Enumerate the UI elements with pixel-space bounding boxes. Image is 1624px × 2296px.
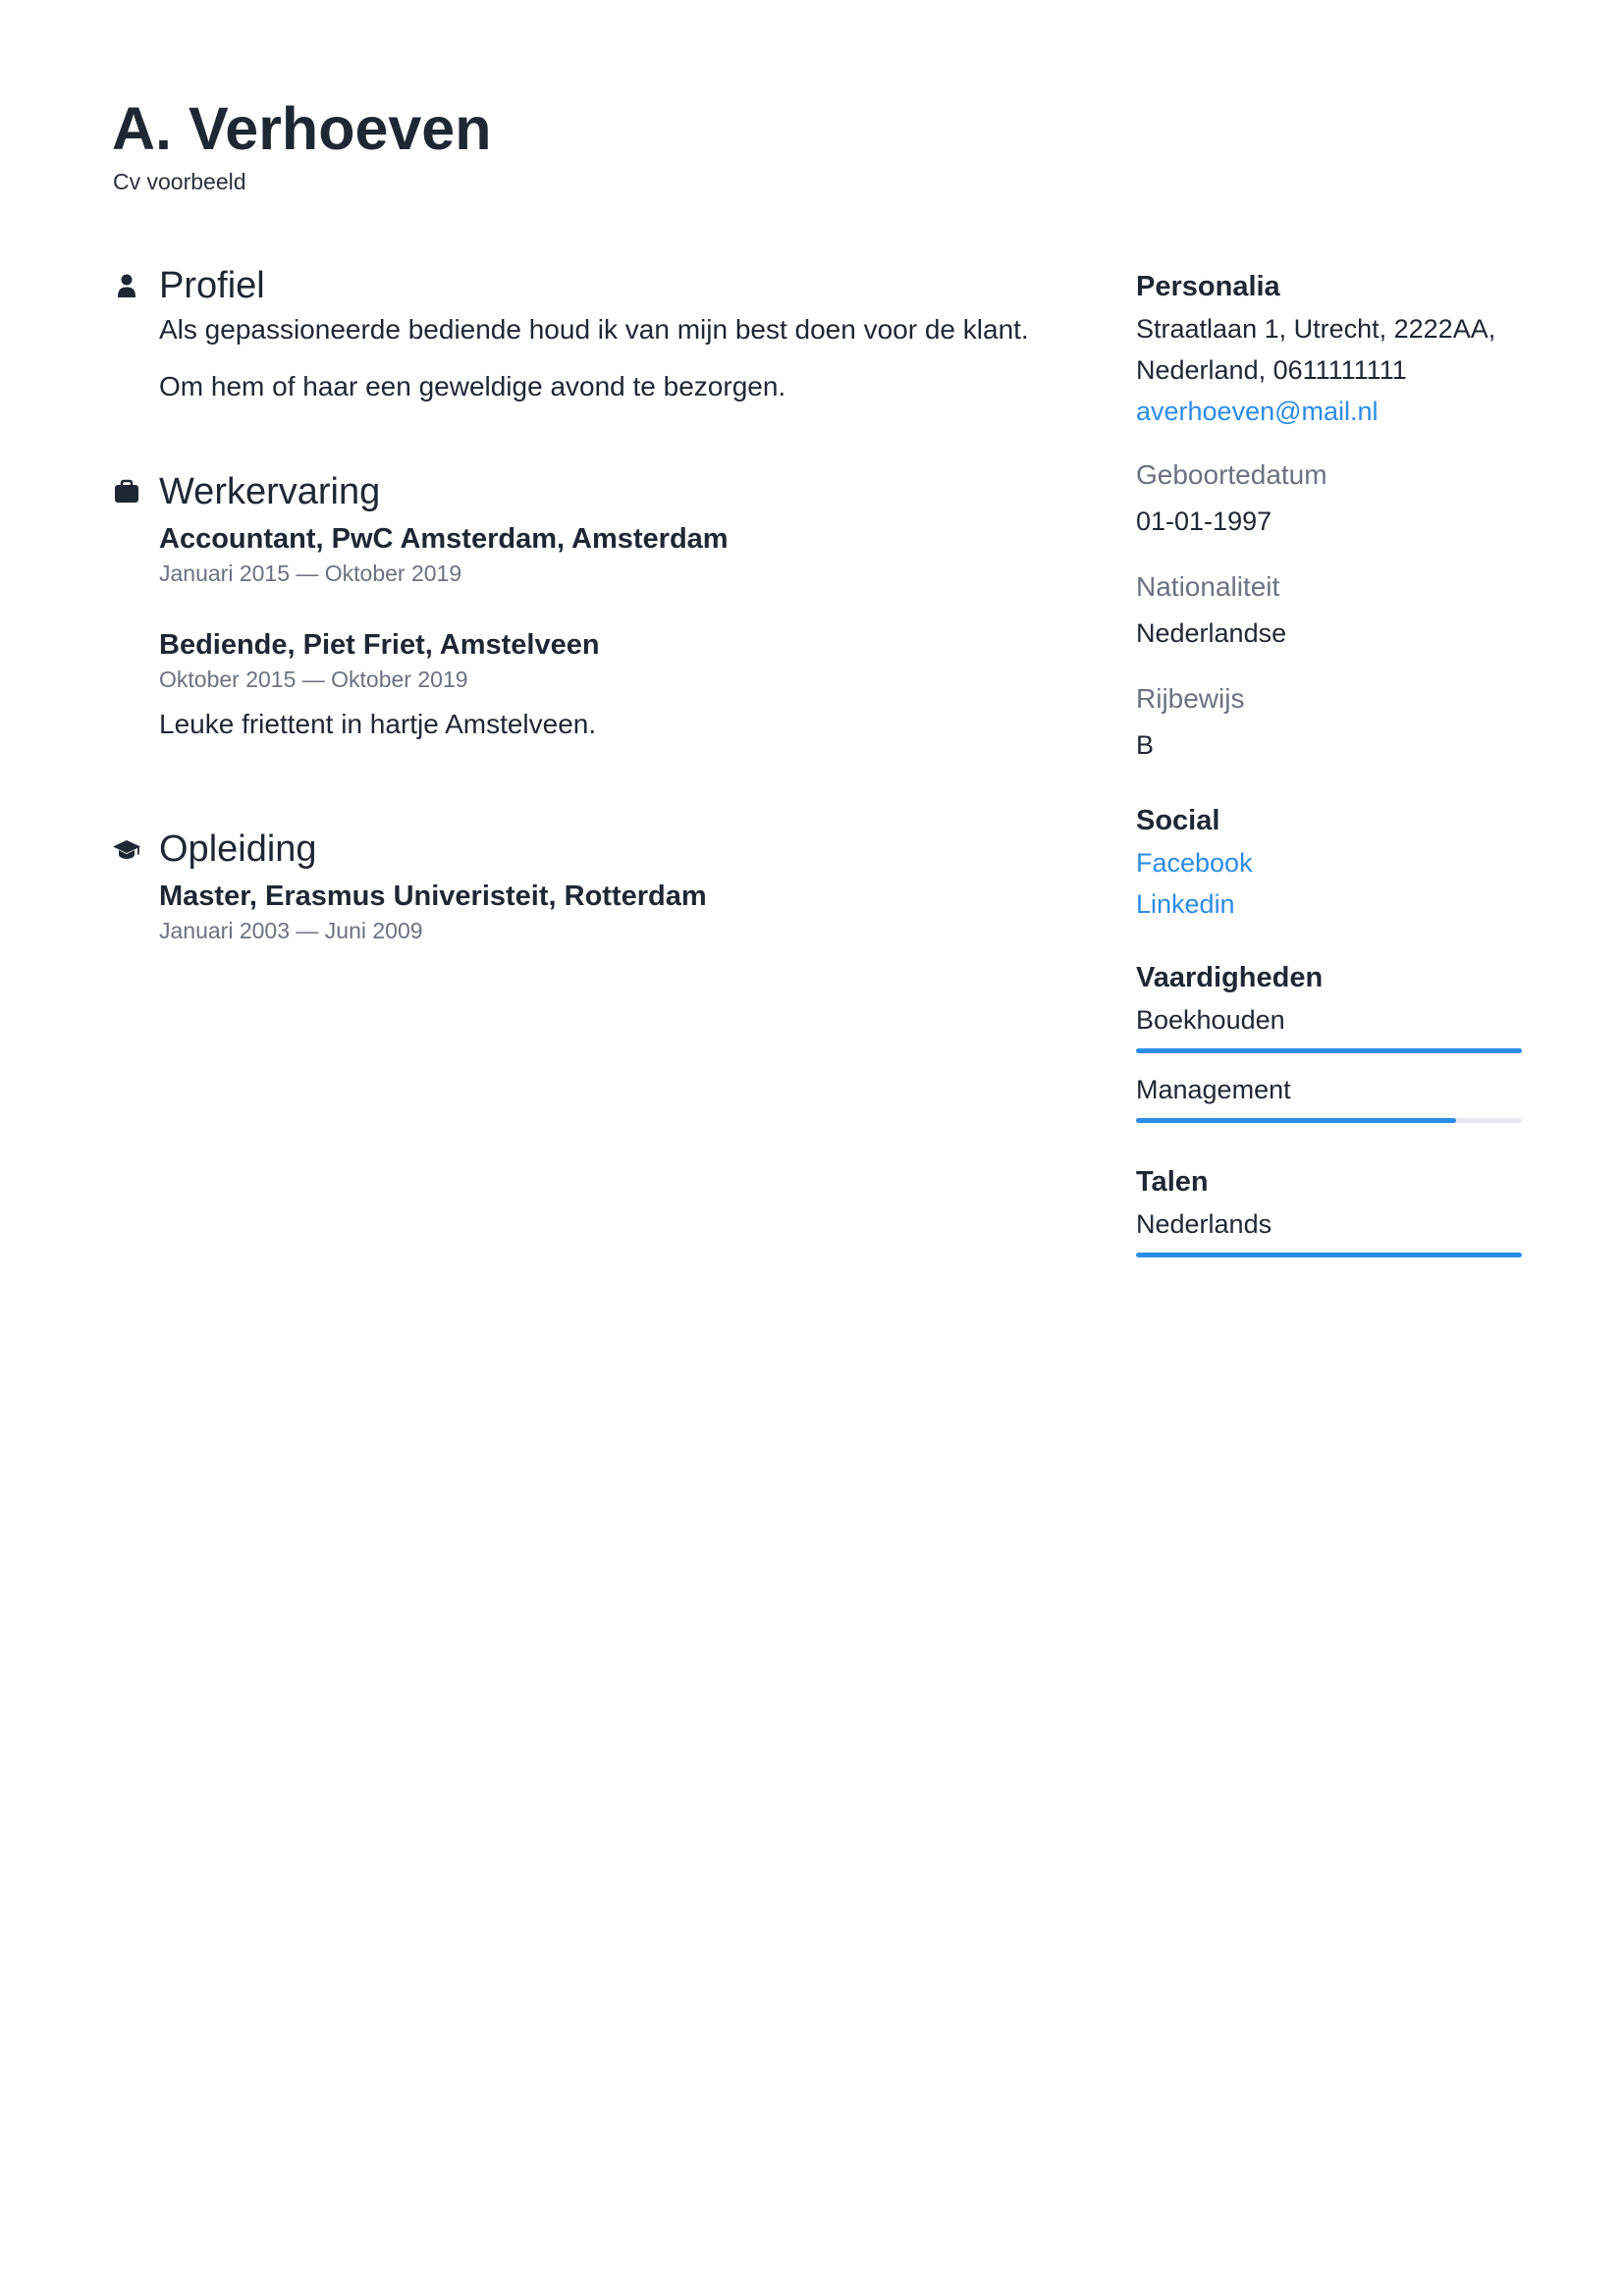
job-description: Leuke friettent in hartje Amstelveen. <box>159 709 597 739</box>
user-icon <box>112 271 141 300</box>
section-werkervaring <box>112 467 1055 744</box>
profiel-paragraph: Om hem of haar een geweldige avond te bezorgen. <box>159 371 786 401</box>
werkervaring-body <box>159 520 1055 744</box>
education-entry <box>159 878 1055 946</box>
section-header-opleiding <box>112 825 1055 874</box>
skill-bar <box>1136 1048 1522 1053</box>
skill-bar-fill <box>1136 1048 1522 1053</box>
address-line: Straatlaan 1, Utrecht, 2222AA, <box>1136 314 1496 344</box>
section-title-profiel: Profiel <box>159 265 265 306</box>
section-profiel <box>112 261 1055 406</box>
job-title: Accountant, PwC Amsterdam, Amsterdam <box>159 523 729 555</box>
briefcase-icon <box>112 477 141 507</box>
address-line: Nederland, 0611111111 <box>1136 355 1407 385</box>
language-item <box>1136 1203 1522 1257</box>
document-subtitle: Cv voorbeeld <box>113 169 246 194</box>
skill-name: Boekhouden <box>1136 1005 1285 1035</box>
candidate-name: A. Verhoeven <box>112 95 492 162</box>
skills-block <box>1136 958 1522 1123</box>
skills-heading: Vaardigheden <box>1136 962 1324 993</box>
job-dates: Oktober 2015 — Oktober 2019 <box>159 667 468 692</box>
opleiding-body <box>159 878 1055 946</box>
language-bar-fill <box>1136 1253 1522 1257</box>
personalia-heading: Personalia <box>1136 271 1280 302</box>
birthdate-value: 01-01-1997 <box>1136 507 1272 536</box>
education-title: Master, Erasmus Univeristeit, Rotterdam <box>159 881 707 912</box>
profiel-body <box>159 310 1055 406</box>
facebook-link[interactable]: Facebook <box>1136 848 1253 878</box>
section-title-opleiding: Opleiding <box>159 828 317 870</box>
birthdate-label: Geboortedatum <box>1136 459 1327 490</box>
language-bar <box>1136 1253 1522 1257</box>
languages-heading: Talen <box>1136 1166 1209 1198</box>
skill-bar-fill <box>1136 1118 1456 1123</box>
social-heading: Social <box>1136 805 1220 836</box>
job-entry <box>159 520 1055 589</box>
skill-name: Management <box>1136 1075 1291 1104</box>
sidebar <box>1136 267 1522 1257</box>
linkedin-link[interactable]: Linkedin <box>1136 889 1235 919</box>
section-title-werkervaring: Werkervaring <box>159 471 381 512</box>
job-title: Bediende, Piet Friet, Amstelveen <box>159 629 600 661</box>
nationality-label: Nationaliteit <box>1136 571 1280 602</box>
skill-item <box>1136 999 1522 1053</box>
graduation-cap-icon <box>112 834 141 864</box>
skill-item <box>1136 1069 1522 1123</box>
language-name: Nederlands <box>1136 1209 1272 1239</box>
nationality-value: Nederlandse <box>1136 618 1287 648</box>
job-dates: Januari 2015 — Oktober 2019 <box>159 561 462 586</box>
license-value: B <box>1136 730 1155 760</box>
social-block <box>1136 801 1522 925</box>
profiel-paragraph: Als gepassioneerde bediende houd ik van mijn best doen voor de klant. <box>159 314 1029 345</box>
section-opleiding <box>112 825 1055 946</box>
education-dates: Januari 2003 — Juni 2009 <box>159 918 423 943</box>
section-header-werkervaring <box>112 467 1055 516</box>
skill-bar <box>1136 1118 1522 1123</box>
job-entry <box>159 626 1055 744</box>
email-link[interactable]: averhoeven@mail.nl <box>1136 397 1379 426</box>
languages-block <box>1136 1162 1522 1257</box>
license-label: Rijbewijs <box>1136 683 1245 714</box>
section-header-profiel <box>112 261 1055 310</box>
personalia-block <box>1136 267 1522 766</box>
